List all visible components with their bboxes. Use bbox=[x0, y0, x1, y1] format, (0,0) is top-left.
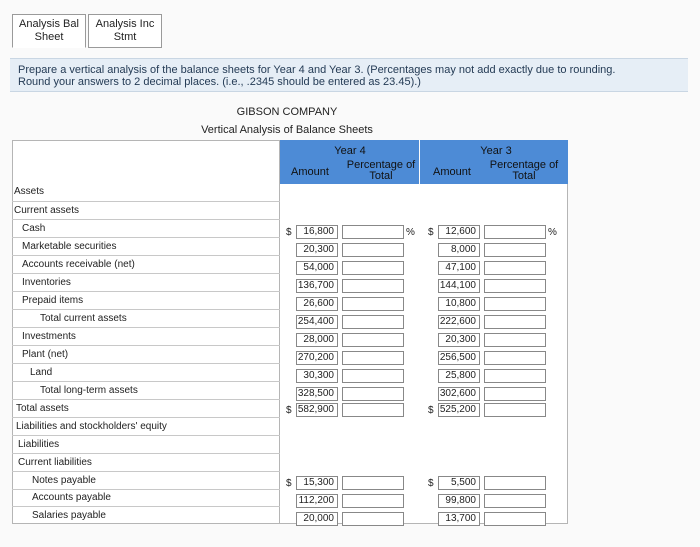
salaries-payable-year3-amount: 13,700 bbox=[438, 512, 480, 526]
total-long-term-assets-year3-amount: 302,600 bbox=[438, 387, 480, 401]
row-divider bbox=[12, 435, 280, 436]
row-divider bbox=[12, 309, 280, 310]
company-name: GIBSON COMPANY bbox=[236, 106, 338, 118]
total-assets-year4-amount: 582,900 bbox=[296, 403, 338, 417]
plant-year4-amount: 270,200 bbox=[296, 351, 338, 365]
row-label-cash: Cash bbox=[22, 223, 46, 234]
notes-payable-year3-amount: 5,500 bbox=[438, 476, 480, 490]
marketable-securities-year3-amount: 8,000 bbox=[438, 243, 480, 257]
row-label-total-assets: Total assets bbox=[16, 403, 69, 414]
row-divider bbox=[12, 291, 280, 292]
tab-label-line1: Analysis Bal bbox=[19, 18, 79, 30]
salaries-payable-year4-amount: 20,000 bbox=[296, 512, 338, 526]
row-divider bbox=[12, 237, 280, 238]
accounts-receivable-year3-amount: 47,100 bbox=[438, 261, 480, 275]
notes-payable-year4-pct-input[interactable] bbox=[342, 476, 404, 490]
salaries-payable-year3-pct-input[interactable] bbox=[484, 512, 546, 526]
tab-label-line2: Sheet bbox=[34, 31, 64, 43]
row-divider bbox=[12, 489, 280, 490]
cash-year4-pct-input[interactable] bbox=[342, 225, 404, 239]
notes-payable-year3-pct-input[interactable] bbox=[484, 476, 546, 490]
row-label-plant: Plant (net) bbox=[22, 349, 69, 360]
land-year3-pct-input[interactable] bbox=[484, 369, 546, 383]
row-divider bbox=[12, 327, 280, 328]
total-assets-year4-dollar: $ bbox=[286, 405, 292, 416]
total-current-assets-year3-amount: 222,600 bbox=[438, 315, 480, 329]
row-divider bbox=[12, 273, 280, 274]
cash-year3-percent: % bbox=[548, 227, 557, 238]
year3-pct-header bbox=[486, 160, 562, 182]
row-divider bbox=[12, 219, 280, 220]
row-label-salaries-payable: Salaries payable bbox=[32, 510, 106, 521]
investments-year4-pct-input[interactable] bbox=[342, 333, 404, 347]
investments-year3-pct-input[interactable] bbox=[484, 333, 546, 347]
prepaid-items-year4-amount: 26,600 bbox=[296, 297, 338, 311]
inventories-year4-amount: 136,700 bbox=[296, 279, 338, 293]
prepaid-items-year3-amount: 10,800 bbox=[438, 297, 480, 311]
accounts-receivable-year3-pct-input[interactable] bbox=[484, 261, 546, 275]
tab-label-line1: Analysis Inc bbox=[95, 18, 155, 30]
pct-header-line2: Total bbox=[512, 170, 536, 182]
row-label-inventories: Inventories bbox=[22, 277, 71, 288]
tab-analysis-bal-sheet[interactable] bbox=[12, 14, 86, 48]
tab-label-line2: Stmt bbox=[113, 31, 137, 43]
year4-pct-header bbox=[344, 160, 418, 182]
total-assets-year3-dollar: $ bbox=[428, 405, 434, 416]
plant-year3-pct-input[interactable] bbox=[484, 351, 546, 365]
total-assets-year3-amount: 525,200 bbox=[438, 403, 480, 417]
cash-year3-pct-input[interactable] bbox=[484, 225, 546, 239]
total-long-term-assets-year4-pct-input[interactable] bbox=[342, 387, 404, 401]
year3-amount-header: Amount bbox=[433, 166, 471, 178]
row-label-liabilities-equity: Liabilities and stockholders' equity bbox=[16, 421, 167, 432]
marketable-securities-year4-amount: 20,300 bbox=[296, 243, 338, 257]
row-label-current-assets: Current assets bbox=[14, 205, 80, 216]
row-label-total-current-assets: Total current assets bbox=[40, 313, 127, 324]
instructions-line2: Round your answers to 2 decimal places. (i.e., .2345 should be entered as 23.45).) bbox=[18, 76, 421, 88]
row-label-investments: Investments bbox=[22, 331, 76, 342]
cash-year4-percent: % bbox=[406, 227, 415, 238]
row-divider bbox=[12, 345, 280, 346]
pct-header-line2: Total bbox=[369, 170, 393, 182]
pct-header-line1: Percentage of bbox=[346, 159, 416, 171]
salaries-payable-year4-pct-input[interactable] bbox=[342, 512, 404, 526]
investments-year3-amount: 20,300 bbox=[438, 333, 480, 347]
instructions-line1: Prepare a vertical analysis of the balance sheets for Year 4 and Year 3. (Percentages may not add exactly due to rounding. bbox=[18, 64, 616, 76]
total-current-assets-year3-pct-input[interactable] bbox=[484, 315, 546, 329]
total-assets-year4-pct-input[interactable] bbox=[342, 403, 404, 417]
prepaid-items-year4-pct-input[interactable] bbox=[342, 297, 404, 311]
total-long-term-assets-year4-amount: 328,500 bbox=[296, 387, 338, 401]
marketable-securities-year4-pct-input[interactable] bbox=[342, 243, 404, 257]
total-current-assets-year4-pct-input[interactable] bbox=[342, 315, 404, 329]
row-divider bbox=[12, 453, 280, 454]
accounts-payable-year4-amount: 112,200 bbox=[296, 494, 338, 508]
cash-year4-amount: 16,800 bbox=[296, 225, 338, 239]
notes-payable-year4-dollar: $ bbox=[286, 478, 292, 489]
notes-payable-year4-amount: 15,300 bbox=[296, 476, 338, 490]
total-assets-year3-pct-input[interactable] bbox=[484, 403, 546, 417]
row-divider bbox=[12, 363, 280, 364]
tab-bar bbox=[12, 14, 164, 48]
accounts-payable-year4-pct-input[interactable] bbox=[342, 494, 404, 508]
land-year4-pct-input[interactable] bbox=[342, 369, 404, 383]
plant-year4-pct-input[interactable] bbox=[342, 351, 404, 365]
marketable-securities-year3-pct-input[interactable] bbox=[484, 243, 546, 257]
row-label-notes-payable: Notes payable bbox=[32, 475, 96, 486]
instructions-box bbox=[10, 58, 688, 92]
row-label-total-long-term-assets: Total long-term assets bbox=[40, 385, 138, 396]
land-year4-amount: 30,300 bbox=[296, 369, 338, 383]
row-label-accounts-payable: Accounts payable bbox=[32, 492, 111, 503]
inventories-year3-pct-input[interactable] bbox=[484, 279, 546, 293]
row-divider bbox=[12, 417, 280, 418]
inventories-year3-amount: 144,100 bbox=[438, 279, 480, 293]
row-divider bbox=[12, 506, 280, 507]
row-divider bbox=[12, 381, 280, 382]
total-long-term-assets-year3-pct-input[interactable] bbox=[484, 387, 546, 401]
accounts-payable-year3-pct-input[interactable] bbox=[484, 494, 546, 508]
investments-year4-amount: 28,000 bbox=[296, 333, 338, 347]
row-label-liabilities: Liabilities bbox=[18, 439, 60, 450]
row-label-current-liabilities: Current liabilities bbox=[18, 457, 92, 468]
table-title: Vertical Analysis of Balance Sheets bbox=[201, 124, 373, 136]
prepaid-items-year3-pct-input[interactable] bbox=[484, 297, 546, 311]
row-divider bbox=[12, 399, 280, 400]
plant-year3-amount: 256,500 bbox=[438, 351, 480, 365]
row-label-assets: Assets bbox=[14, 186, 45, 197]
row-label-prepaid-items: Prepaid items bbox=[22, 295, 84, 306]
cash-year3-amount: 12,600 bbox=[438, 225, 480, 239]
land-year3-amount: 25,800 bbox=[438, 369, 480, 383]
tab-analysis-inc-stmt[interactable] bbox=[88, 14, 162, 48]
accounts-receivable-year4-pct-input[interactable] bbox=[342, 261, 404, 275]
inventories-year4-pct-input[interactable] bbox=[342, 279, 404, 293]
row-divider bbox=[12, 255, 280, 256]
row-label-marketable-securities: Marketable securities bbox=[22, 241, 117, 252]
pct-header-line1: Percentage of bbox=[489, 159, 559, 171]
accounts-payable-year3-amount: 99,800 bbox=[438, 494, 480, 508]
year4-label: Year 4 bbox=[334, 145, 366, 157]
year3-label: Year 3 bbox=[480, 145, 512, 157]
year4-amount-header: Amount bbox=[291, 166, 329, 178]
row-label-accounts-receivable: Accounts receivable (net) bbox=[22, 259, 135, 270]
accounts-receivable-year4-amount: 54,000 bbox=[296, 261, 338, 275]
notes-payable-year3-dollar: $ bbox=[428, 478, 434, 489]
total-current-assets-year4-amount: 254,400 bbox=[296, 315, 338, 329]
row-divider bbox=[12, 471, 280, 472]
row-divider bbox=[12, 201, 280, 202]
cash-year3-dollar: $ bbox=[428, 227, 434, 238]
cash-year4-dollar: $ bbox=[286, 227, 292, 238]
row-label-land: Land bbox=[30, 367, 53, 378]
